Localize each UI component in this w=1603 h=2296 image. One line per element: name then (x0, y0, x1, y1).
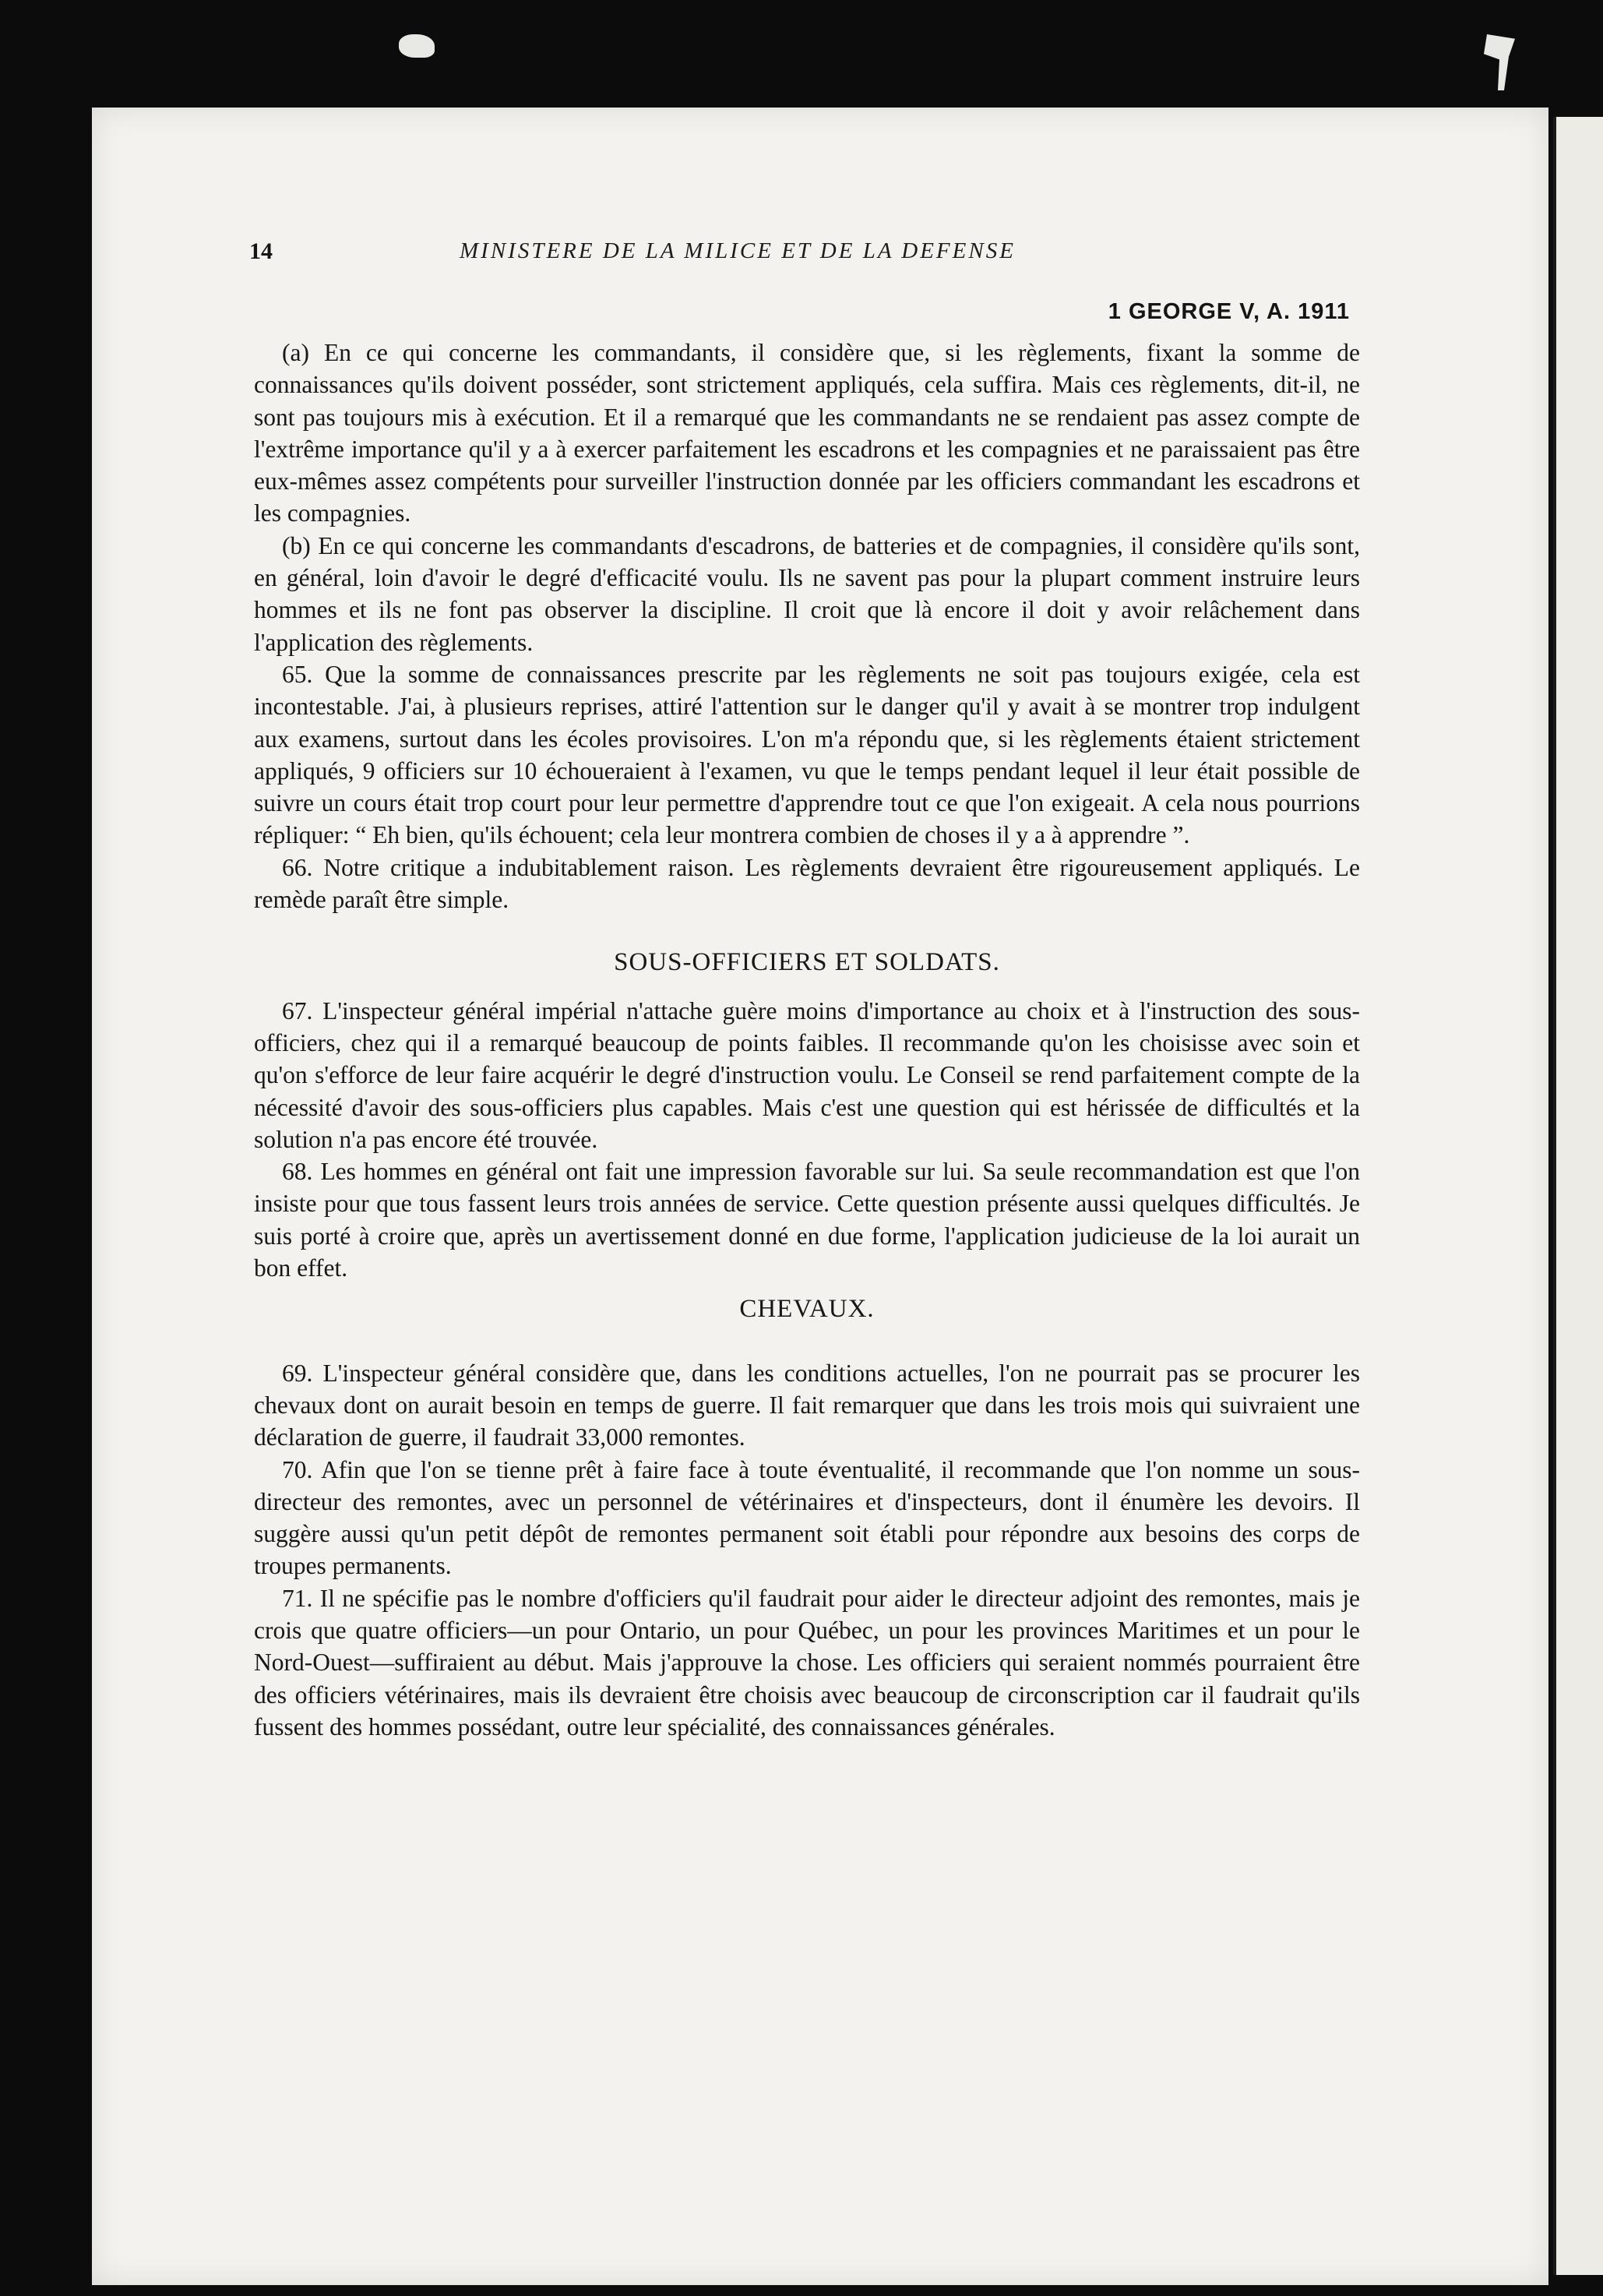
page-number: 14 (249, 238, 273, 264)
adjacent-page-edge (1553, 117, 1603, 2275)
section-heading: CHEVAUX. (739, 1295, 875, 1324)
paragraph: 66. Notre critique a indubitablement raison. Les règlements devraient être rigoureusement appliqués. Le remède paraît être simple. (254, 853, 1360, 914)
paragraph: (b) En ce qui concerne les commandants d'escadrons, de batteries et de compagnies, il considère qu'ils sont, en général, loin d'avoir le degré d'efficacité voulu. Ils ne savent pas pour la plupart comment instruire leurs hommes et ils ne font pas observer la discipline. Il croit que là encore il doit y avoir relâchement dans l'application des règlements. (254, 531, 1360, 656)
paragraph: 70. Afin que l'on se tienne prêt à faire face à toute éventualité, il recommande que l'on nomme un sous-directeur des remontes, avec un personnel de vétérinaires et d'inspecteurs, dont il énumère les devoirs. Il suggère aussi qu'un petit dépôt de remontes permanent soit établi pour répondre aux besoins des corps de troupes permanents. (254, 1455, 1360, 1580)
paragraph: 69. L'inspecteur général considère que, dans les conditions actuelles, l'on ne pourrait pas se procurer les chevaux dont on aurait besoin en temps de guerre. Il fait remarquer que dans les trois mois qui suivraient une déclaration de guerre, il faudrait 33,000 remontes. (254, 1359, 1360, 1451)
body-text (254, 337, 1360, 1743)
paragraph: (a) En ce qui concerne les commandants, il considère que, si les règlements, fixant la somme de connaissances qu'ils doivent posséder, sont strictement appliqués, cela suffira. Mais ces règlements, dit-il, ne sont pas toujours mis à exécution. Et il a remarqué que les commandants ne se rendaient pas assez compte de l'extrême importance qu'il y a à exercer parfaitement les escadrons et les compagnies et ne paraissaient pas être eux-mêmes assez compétents pour surveiller l'instruction donnée par les officiers commandant les escadrons et les compagnies. (254, 339, 1360, 527)
running-title: MINISTERE DE LA MILICE ET DE LA DEFENSE (460, 238, 1016, 263)
paragraph: 67. L'inspecteur général impérial n'attache guère moins d'importance au choix et à l'instruction des sous-officiers, chez qui il a remarqué beaucoup de points faibles. Il recommande qu'on les choisisse avec soin et qu'on s'efforce de leur faire acquérir le degré d'instruction voulu. Le Conseil se rend parfaitement compte de la nécessité d'avoir des sous-officiers plus capables. Mais c'est une question qui est hérissée de difficultés et la solution n'a pas encore été trouvée. (254, 996, 1360, 1153)
paragraph: 65. Que la somme de connaissances prescrite par les règlements ne soit pas toujours exigée, cela est incontestable. J'ai, à plusieurs reprises, attiré l'attention sur le danger qu'il y avait à se montrer trop indulgent aux examens, surtout dans les écoles provisoires. L'on m'a répondu que, si les règlements étaient strictement appliqués, 9 officiers sur 10 échoueraient à l'examen, vu que le temps pendant lequel il leur était possible de suivre un cours était trop court pour leur permettre d'apprendre tout ce que l'on exigeait. A cela nous pourrions répliquer: “ Eh bien, qu'ils échouent; cela leur montrera combien de choses il y a à apprendre ”. (254, 660, 1360, 849)
scan-speck (1484, 34, 1515, 90)
scan-speck (399, 34, 435, 58)
paragraph: 68. Les hommes en général ont fait une impression favorable sur lui. Sa seule recommandation est que l'on insiste pour que tous fassent leurs trois années de service. Cette question présente aussi quelques difficultés. Je suis porté à croire que, après un avertissement donné en due forme, l'application judicieuse de la loi aurait un bon effet. (254, 1158, 1360, 1282)
running-head (249, 238, 1379, 270)
paragraph: 71. Il ne spécifie pas le nombre d'officiers qu'il faudrait pour aider le directeur adjoint des remontes, mais je crois que quatre officiers—un pour Ontario, un pour Québec, un pour les provinces Maritimes et un pour le Nord-Ouest—suffiraient au début. Mais j'approuve la chose. Les officiers qui seraient nommés pourraient être des officiers vétérinaires, mais ils devraient être choisis avec beaucoup de circonscription car il faudrait qu'ils fussent des hommes possédant, outre leur spécialité, des connaissances générales. (254, 1584, 1360, 1741)
section-heading: SOUS-OFFICIERS ET SOLDATS. (614, 948, 1000, 977)
session-label: 1 GEORGE V, A. 1911 (1108, 299, 1350, 324)
